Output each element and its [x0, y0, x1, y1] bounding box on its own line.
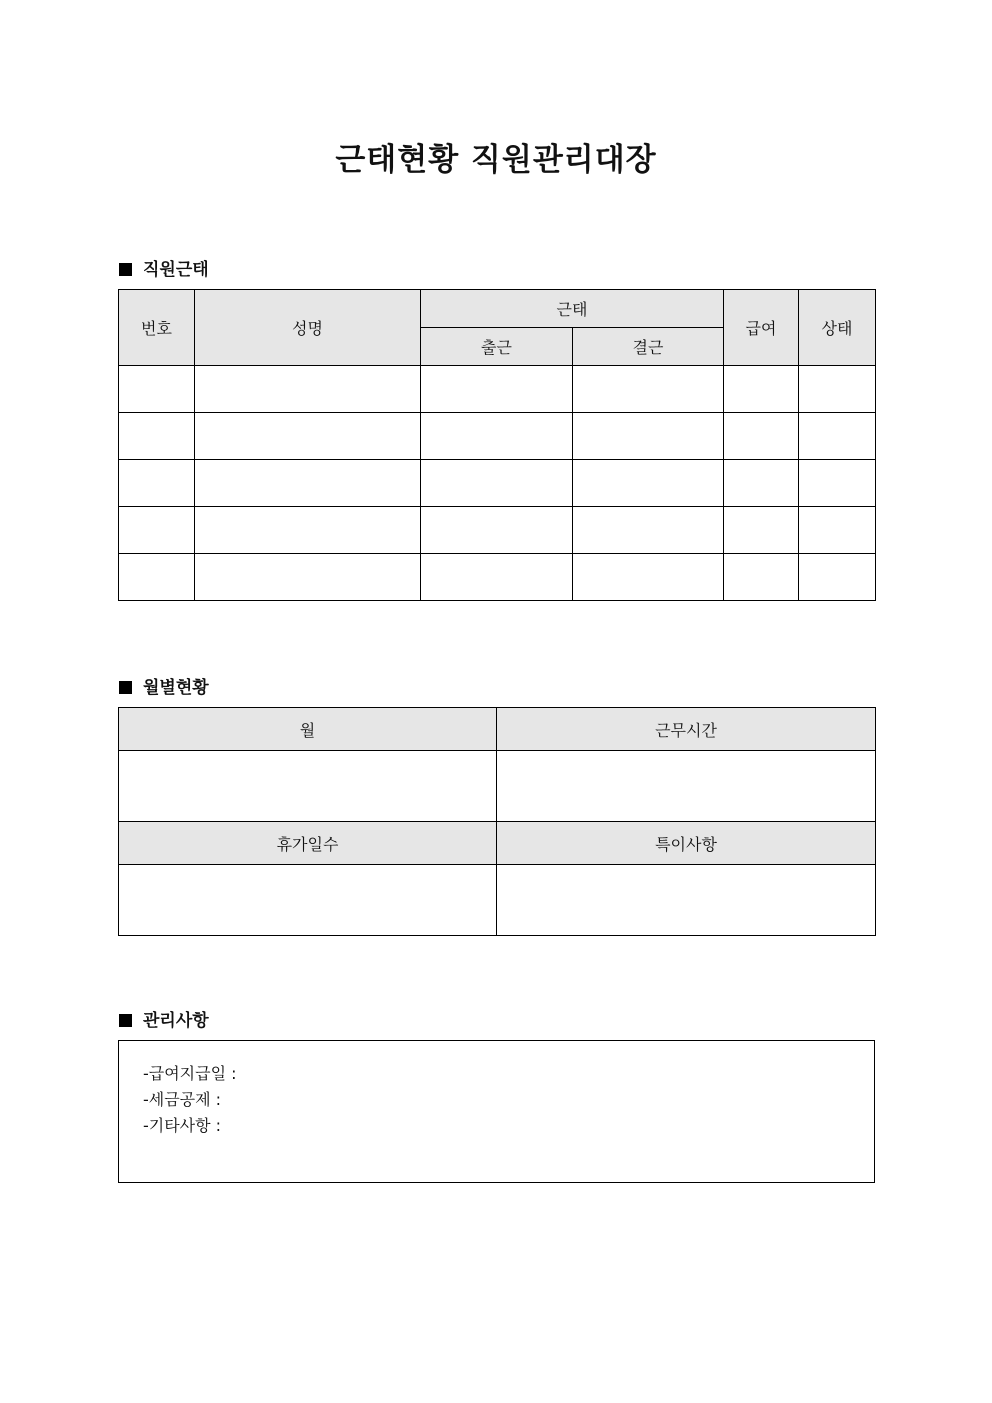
table-row: [119, 366, 876, 413]
header-absent: 결근: [573, 328, 724, 366]
table-row: [119, 413, 876, 460]
table-row: [119, 460, 876, 507]
cell-name[interactable]: [195, 507, 421, 554]
cell-name[interactable]: [195, 366, 421, 413]
table-row: [119, 554, 876, 601]
cell-absent[interactable]: [573, 460, 724, 507]
cell-name[interactable]: [195, 413, 421, 460]
header-attendance: 근태: [421, 290, 724, 328]
note-tax-deduction: -세금공제 :: [143, 1090, 222, 1109]
cell-present[interactable]: [421, 507, 573, 554]
square-bullet-icon: [119, 681, 132, 694]
cell-present[interactable]: [421, 413, 573, 460]
cell-vacation-days[interactable]: [119, 865, 497, 936]
cell-number[interactable]: [119, 554, 195, 601]
note-other-matters: -기타사항 :: [143, 1116, 222, 1135]
header-work-hours: 근무시간: [497, 708, 876, 751]
cell-name[interactable]: [195, 554, 421, 601]
square-bullet-icon: [119, 263, 132, 276]
cell-number[interactable]: [119, 413, 195, 460]
management-section-heading: [119, 1006, 209, 1031]
cell-present[interactable]: [421, 554, 573, 601]
monthly-section-heading: [119, 673, 209, 698]
square-bullet-icon: [119, 1014, 132, 1027]
cell-present[interactable]: [421, 460, 573, 507]
note-pay-date: -급여지급일 :: [143, 1064, 237, 1083]
cell-salary[interactable]: [724, 413, 799, 460]
header-number: 번호: [119, 290, 195, 366]
monthly-section-title: 월별현황: [143, 678, 209, 698]
cell-month[interactable]: [119, 751, 497, 822]
cell-salary[interactable]: [724, 366, 799, 413]
cell-salary[interactable]: [724, 460, 799, 507]
management-section-title: 관리사항: [143, 1011, 209, 1031]
cell-salary[interactable]: [724, 554, 799, 601]
cell-work-hours[interactable]: [497, 751, 876, 822]
cell-absent[interactable]: [573, 554, 724, 601]
header-month: 월: [119, 708, 497, 751]
cell-number[interactable]: [119, 460, 195, 507]
cell-absent[interactable]: [573, 507, 724, 554]
header-remarks: 특이사항: [497, 822, 876, 865]
table-row: [119, 507, 876, 554]
header-status: 상태: [799, 290, 876, 366]
header-salary: 급여: [724, 290, 799, 366]
attendance-section-heading: [119, 255, 209, 280]
cell-remarks[interactable]: [497, 865, 876, 936]
cell-status[interactable]: [799, 366, 876, 413]
cell-absent[interactable]: [573, 413, 724, 460]
attendance-section-title: 직원근태: [143, 260, 209, 280]
cell-status[interactable]: [799, 413, 876, 460]
cell-status[interactable]: [799, 507, 876, 554]
header-vacation-days: 휴가일수: [119, 822, 497, 865]
attendance-table: [118, 289, 876, 601]
cell-salary[interactable]: [724, 507, 799, 554]
cell-name[interactable]: [195, 460, 421, 507]
cell-status[interactable]: [799, 554, 876, 601]
cell-absent[interactable]: [573, 366, 724, 413]
cell-present[interactable]: [421, 366, 573, 413]
page-title: 근태현황 직원관리대장: [335, 142, 657, 178]
header-name: 성명: [195, 290, 421, 366]
monthly-table: [118, 707, 876, 936]
cell-status[interactable]: [799, 460, 876, 507]
header-present: 출근: [421, 328, 573, 366]
cell-number[interactable]: [119, 366, 195, 413]
cell-number[interactable]: [119, 507, 195, 554]
management-notes-box[interactable]: [118, 1040, 875, 1183]
